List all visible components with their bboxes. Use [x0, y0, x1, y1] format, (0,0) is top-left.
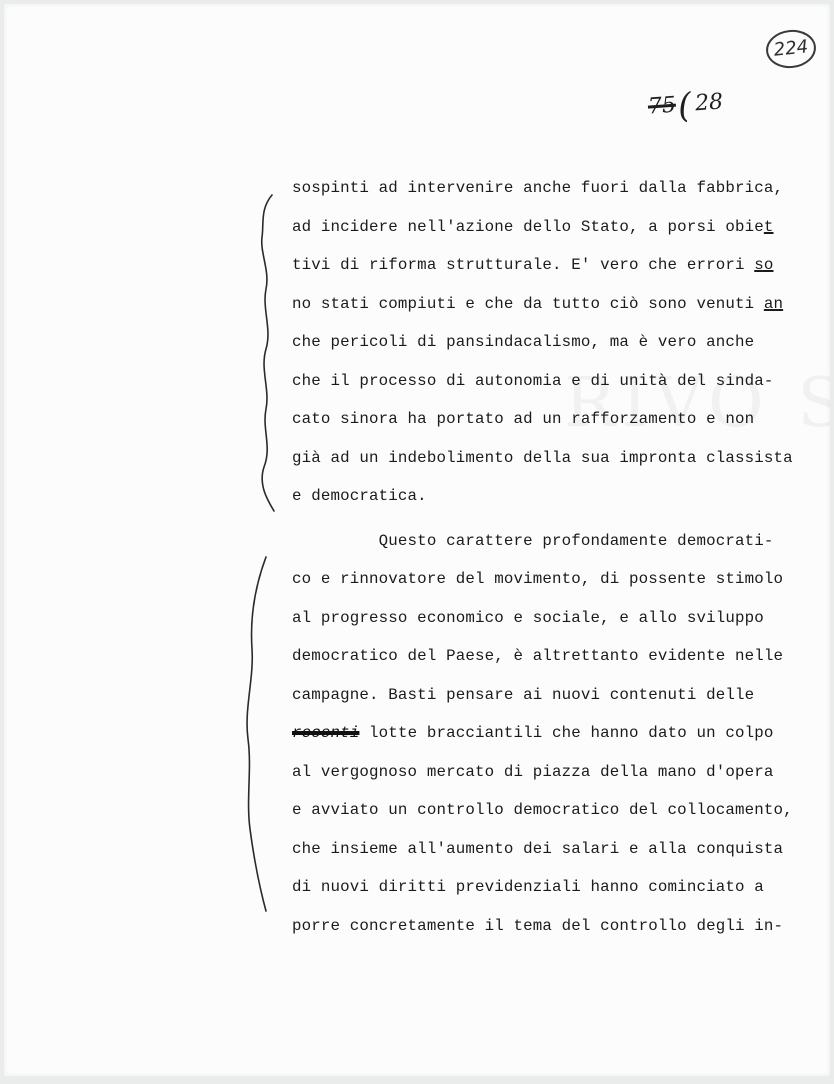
- text-fragment: al vergognoso mercato di piazza della mano d'opera: [292, 762, 774, 781]
- text-fragment: che pericoli di pansindacalismo, ma è vero anche: [292, 333, 755, 351]
- text-line: [292, 873, 812, 912]
- paragraph-1: [292, 174, 812, 521]
- struck-word: recenti: [292, 724, 360, 742]
- text-line: [292, 444, 812, 483]
- text-fragment: e democratica.: [292, 487, 427, 505]
- text-fragment: lotte bracciantili che hanno dato un colpo: [359, 724, 774, 742]
- text-line: [292, 290, 812, 329]
- text-line: [292, 835, 812, 874]
- text-fragment: al progresso economico e sociale, e allo sviluppo: [292, 608, 764, 627]
- text-fragment: no stati compiuti e che da tutto ciò sono venuti: [292, 294, 764, 313]
- margin-bracket-mark-1: [254, 189, 284, 519]
- text-fragment: che il processo di autonomia e di unità del sinda-: [292, 371, 774, 390]
- text-line: [292, 367, 812, 406]
- text-fragment: cato sinora ha portato ad un rafforzamento e non: [292, 410, 755, 428]
- text-line: [292, 681, 812, 720]
- archive-page-stamp: 224: [764, 27, 818, 70]
- text-line: [292, 642, 812, 681]
- underlined-fragment: an: [763, 294, 784, 313]
- text-line: [292, 251, 812, 290]
- text-fragment: che insieme all'aumento dei salari e alla conquista: [292, 839, 784, 858]
- text-fragment: Questo carattere profondamente democrati-: [292, 531, 774, 550]
- text-line: [292, 174, 812, 213]
- text-line: [292, 482, 812, 521]
- typed-text-body: [292, 174, 812, 950]
- folio-bracket-mark: (: [676, 85, 693, 127]
- text-fragment: campagne. Basti pensare ai nuovi contenuti delle: [292, 685, 755, 704]
- text-fragment: ad incidere nell'azione dello Stato, a porsi obie: [292, 217, 764, 236]
- margin-bracket-mark-2: [236, 549, 276, 924]
- text-line: [292, 796, 812, 835]
- text-line: [292, 565, 812, 604]
- document-page: [4, 4, 830, 1076]
- text-line: [292, 604, 812, 643]
- folio-current-number: 28: [694, 89, 724, 117]
- handwritten-folio: [647, 83, 725, 128]
- text-line: [292, 719, 812, 758]
- paragraph-2: [292, 527, 812, 951]
- text-fragment: tivi di riforma strutturale. E' vero che errori: [292, 256, 755, 274]
- text-line: [292, 328, 812, 367]
- text-fragment: democratico del Paese, è altrettanto evidente nelle: [292, 647, 784, 665]
- underlined-fragment: so: [754, 256, 774, 274]
- text-line: [292, 527, 812, 566]
- text-fragment: e avviato un controllo democratico del collocamento,: [292, 801, 793, 819]
- text-fragment: già ad un indebolimento della sua impronta classista: [292, 448, 793, 467]
- text-fragment: sospinti ad intervenire anche fuori dalla fabbrica,: [292, 179, 784, 197]
- text-line: [292, 912, 812, 951]
- folio-struck-number: 75: [647, 92, 677, 120]
- text-fragment: co e rinnovatore del movimento, di possente stimolo: [292, 570, 784, 588]
- text-fragment: di nuovi diritti previdenziali hanno cominciato a: [292, 878, 764, 896]
- text-line: [292, 213, 812, 252]
- text-line: [292, 758, 812, 797]
- underlined-fragment: t: [763, 217, 774, 236]
- text-fragment: porre concretamente il tema del controllo degli in-: [292, 916, 784, 935]
- text-line: [292, 405, 812, 444]
